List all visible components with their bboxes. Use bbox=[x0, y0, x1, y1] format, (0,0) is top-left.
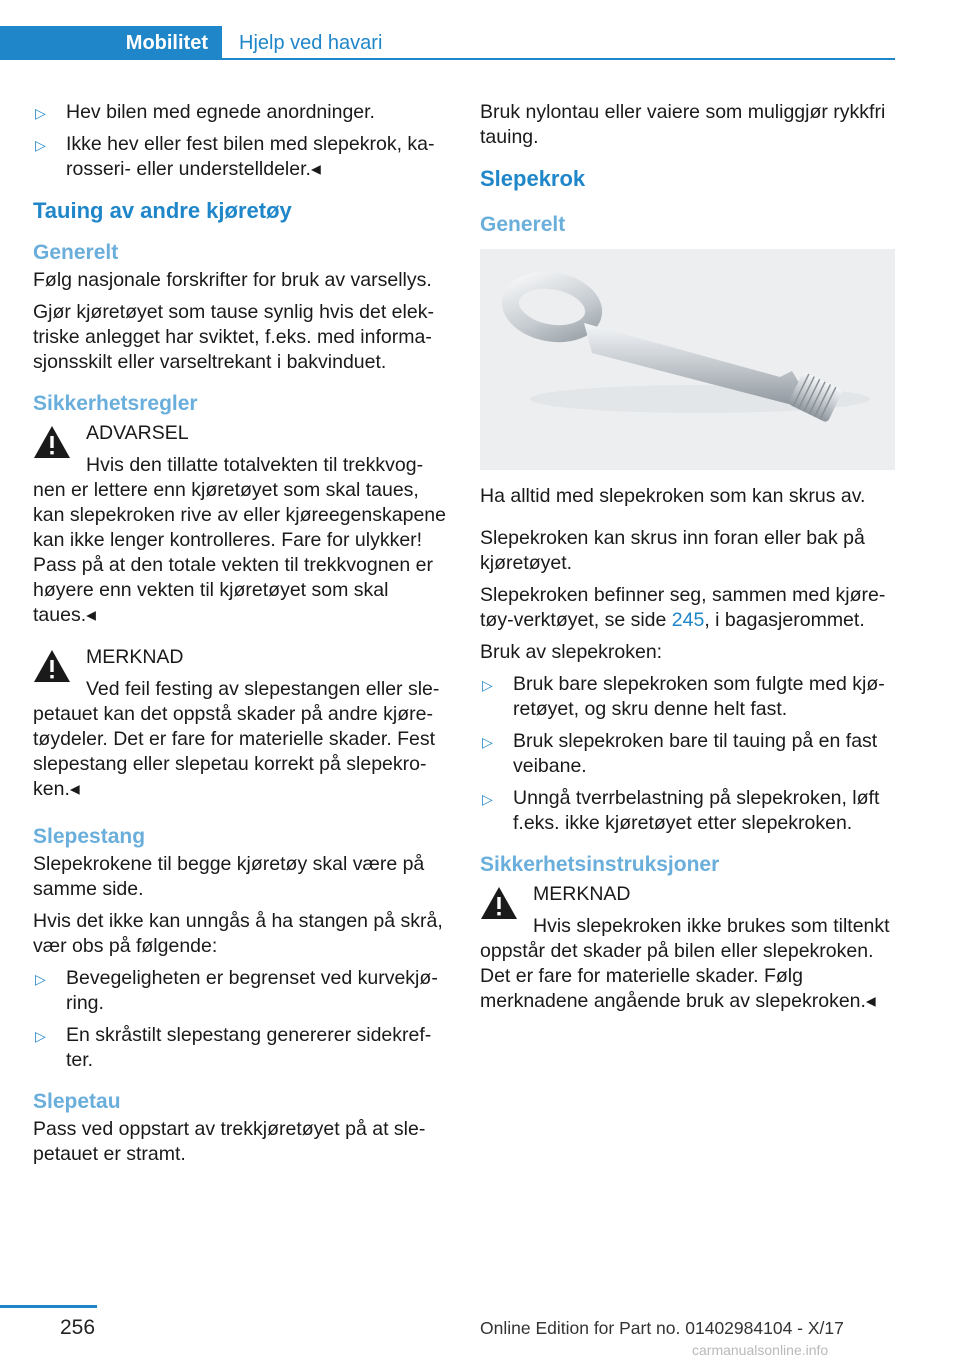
triangle-bullet-icon: ▷ bbox=[35, 1028, 46, 1044]
paragraph-ha-alltid: Ha alltid med slepekroken som kan skrus av. bbox=[480, 485, 866, 507]
paragraph-hvis: Hvis det ikke kan unngås å ha stangen på skrå, vær obs på følgende: bbox=[33, 910, 443, 957]
tab-mobilitet[interactable]: Mobilitet bbox=[0, 26, 222, 60]
paragraph-folg: Følg nasjonale forskrifter for bruk av varsellys. bbox=[33, 269, 432, 291]
footer-rule bbox=[0, 1305, 97, 1308]
heading-sikkerhetsregler: Sikkerhetsregler bbox=[33, 392, 198, 415]
warning-title: MERKNAD bbox=[533, 883, 631, 905]
tab-hjelp-ved-havari[interactable]: Hjelp ved havari bbox=[222, 26, 895, 60]
warning-triangle-icon bbox=[33, 425, 71, 459]
edition-text: Online Edition for Part no. 01402984104 - X/17 bbox=[480, 1318, 844, 1338]
right-column bbox=[480, 100, 895, 1014]
tow-hook-image-icon bbox=[480, 249, 895, 470]
triangle-bullet-icon: ▷ bbox=[35, 971, 46, 987]
header-rule bbox=[222, 58, 895, 60]
heading-slepetau: Slepetau bbox=[33, 1090, 121, 1113]
page-number: 256 bbox=[60, 1316, 96, 1339]
paragraph-bruk-av: Bruk av slepekroken: bbox=[480, 641, 663, 663]
paragraph-gjor: Gjør kjøretøyet som tause synlig hvis det elektriske anlegget har sviktet, f.eks. med informasjonsskilt eller varseltrekant i bakvinduet. bbox=[33, 301, 434, 373]
tow-hook-figure bbox=[480, 249, 895, 470]
list-item: ▷ Bruk slepekroken bare til tauing på en fast veibane. bbox=[482, 730, 878, 777]
heading-sikkerhetsinstruksjoner: Sikkerhetsinstruksjoner bbox=[480, 853, 720, 876]
page-link-245[interactable]: 245 bbox=[671, 609, 705, 631]
warning-advarsel bbox=[33, 421, 448, 628]
heading-slepestang: Slepestang bbox=[33, 825, 146, 848]
list-item: ▷ Bruk bare slepekroken som fulgte med kjøretøyet, og skru denne helt fast. bbox=[482, 673, 885, 720]
paragraph-kan-skrus: Slepekroken kan skrus inn foran eller bak på kjøretøyet. bbox=[480, 527, 865, 574]
list-item: ▷ Ikke hev eller fest bilen med slepekrok, karosseri- eller understelldeler.◂ bbox=[35, 133, 435, 180]
bullet-list-bruk bbox=[480, 672, 895, 836]
bullet-list-slepestang bbox=[33, 966, 448, 1073]
watermark: carmanualsonline.info bbox=[692, 1342, 829, 1358]
warning-merknad bbox=[33, 645, 448, 802]
warning-title: ADVARSEL bbox=[86, 422, 189, 444]
paragraph-befinner: Slepekroken befinner seg, sammen med kjøretøy-verktøyet, se side 245, i bagasjerommet. bbox=[480, 584, 886, 631]
triangle-bullet-icon: ▷ bbox=[482, 734, 493, 750]
warning-title: MERKNAD bbox=[86, 646, 184, 668]
warning-body: Ved feil festing av slepestangen eller slepetauet kan det oppstå skader på andre kjøretøydeler. Det er fare for materielle skader. Fest slepestang eller slepetau korrekt på slepekroken.◂ bbox=[33, 678, 440, 800]
list-item: ▷ Unngå tverrbelastning på slepekroken, løft f.eks. ikke kjøretøyet etter slepekroken. bbox=[482, 787, 880, 834]
warning-triangle-icon bbox=[33, 649, 71, 683]
list-item: ▷ Bevegeligheten er begrenset ved kurvekjøring. bbox=[35, 967, 438, 1014]
warning-body: Hvis den tillatte totalvekten til trekkvognen er lettere enn kjøretøyet som skal taues, kan slepekroken rive av eller kjøreegenskapene kan ikke lenger kontrolleres. Fare for ulykker! Pass på at den totale vekten til trekkvognen er høyere enn vekten til kjøretøyet som skal taues.◂ bbox=[33, 454, 446, 626]
heading-tauing: Tauing av andre kjøretøy bbox=[33, 198, 292, 223]
bullet-list-top bbox=[33, 100, 448, 182]
heading-generelt: Generelt bbox=[480, 213, 566, 236]
triangle-bullet-icon: ▷ bbox=[35, 137, 46, 153]
paragraph-slepekrokene: Slepekrokene til begge kjøretøy skal være på samme side. bbox=[33, 853, 425, 900]
triangle-bullet-icon: ▷ bbox=[35, 105, 46, 121]
left-column bbox=[33, 100, 448, 1167]
heading-generelt: Generelt bbox=[33, 241, 119, 264]
list-item: ▷ Hev bilen med egnede anordninger. bbox=[33, 100, 448, 125]
list-item: ▷ En skråstilt slepestang genererer sidekrefter. bbox=[35, 1024, 432, 1071]
paragraph-pass: Pass ved oppstart av trekkjøretøyet på at slepetauet er stramt. bbox=[33, 1118, 426, 1165]
warning-merknad bbox=[480, 882, 895, 1014]
heading-slepekrok: Slepekrok bbox=[480, 166, 586, 191]
paragraph-bruk-nylon: Bruk nylontau eller vaiere som muliggjør rykkfri tauing. bbox=[480, 101, 886, 148]
triangle-bullet-icon: ▷ bbox=[482, 791, 493, 807]
warning-triangle-icon bbox=[480, 886, 518, 920]
warning-body: Hvis slepekroken ikke brukes som tiltenkt oppstår det skader på bilen eller slepekroken. Det er fare for materielle skader. Følg merknadene angående bruk av slepekroken.◂ bbox=[480, 915, 890, 1012]
triangle-bullet-icon: ▷ bbox=[482, 677, 493, 693]
